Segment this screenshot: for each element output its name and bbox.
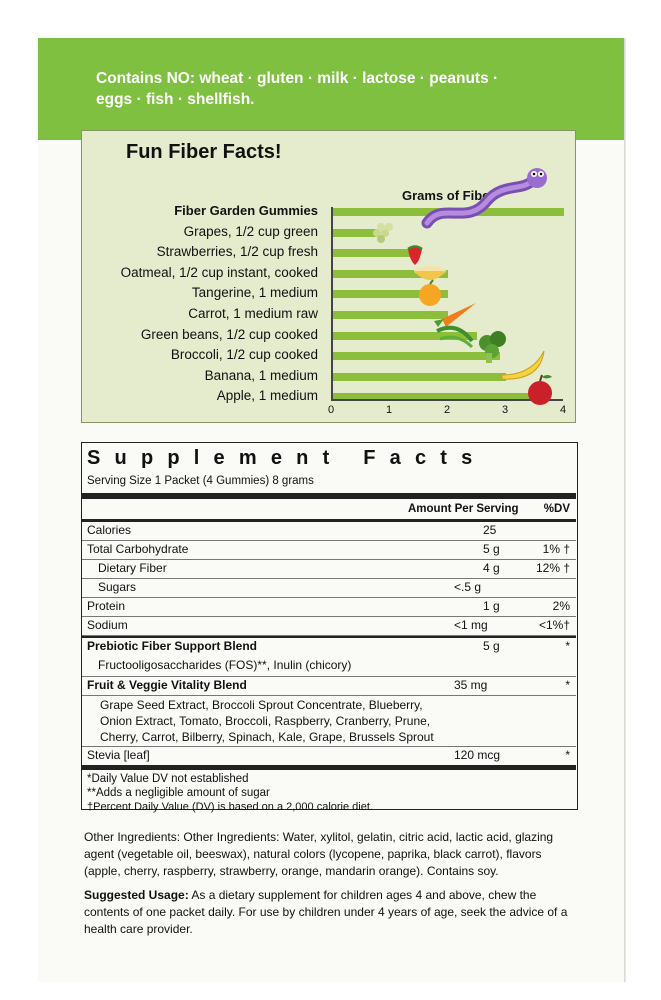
banana-icon <box>502 351 544 379</box>
nutrient-name: Fructooligosaccharides (FOS)**, Inulin (chicory) <box>98 658 352 672</box>
dv-value: * <box>565 748 570 762</box>
footnote: **Adds a negligible amount of sugar <box>87 787 270 799</box>
other-ingredients: Other Ingredients: Other Ingredients: Water, xylitol, gelatin, citric acid, lactic acid, glazing agent (vegetable oil, beeswax), natural colors (lycopene, paprika, black carrot), flavors (apple, cherry, raspberry, strawberry, orange, mandarin orange). Contains soy. <box>84 830 554 878</box>
x-tick-label: 1 <box>385 404 393 416</box>
nutrient-name: Sodium <box>87 618 128 632</box>
food-label: Broccoli, 1/2 cup cooked <box>170 347 318 363</box>
allergen-band <box>38 38 624 140</box>
serving-size: Serving Size 1 Packet (4 Gummies) 8 grams <box>87 475 314 487</box>
row-divider <box>82 597 576 598</box>
section-rule <box>82 636 576 638</box>
fiber-bar <box>332 208 564 216</box>
thick-rule <box>82 493 576 499</box>
fun-facts-title: Fun Fiber Facts! <box>126 141 282 163</box>
fiber-bar <box>332 290 448 298</box>
dv-value: 12% † <box>535 561 570 575</box>
nutrient-name: Onion Extract, Tomato, Broccoli, Raspberry, Cranberry, Prune, <box>100 714 431 728</box>
x-tick-label: 3 <box>501 404 509 416</box>
food-label: Fiber Garden Gummies <box>174 203 318 218</box>
nutrient-name: Grape Seed Extract, Broccoli Sprout Concentrate, Blueberry, <box>100 698 423 712</box>
x-axis <box>331 399 563 401</box>
nutrient-name: Dietary Fiber <box>98 561 167 575</box>
usage-label: Suggested Usage: <box>84 888 189 902</box>
allergen-statement: Contains NO: wheat · gluten · milk · lactose · peanuts · eggs · fish · shellfish. <box>96 70 499 108</box>
amount-value: 5 g <box>483 639 500 653</box>
nutrient-name: Total Carbohydrate <box>87 542 189 556</box>
dv-value: * <box>565 639 570 653</box>
nutrient-name: Fruit & Veggie Vitality Blend <box>87 678 247 692</box>
fiber-bar <box>332 249 419 257</box>
row-divider <box>82 746 576 747</box>
amount-value: <1 mg <box>454 618 488 632</box>
nutrient-name: Sugars <box>98 580 137 594</box>
row-divider <box>82 676 576 677</box>
row-divider <box>82 616 576 617</box>
usage-text: As a dietary supplement for children ages 4 and above, chew the contents of one packet daily. For use by children under 4 years of age, seek the advice of a health care provider. <box>84 888 568 936</box>
fiber-bar <box>332 229 378 237</box>
dv-header: %DV <box>543 503 570 515</box>
food-label: Carrot, 1 medium raw <box>188 306 318 321</box>
fun-fiber-facts-panel <box>81 130 576 423</box>
row-divider <box>82 540 576 541</box>
x-tick-label: 2 <box>443 404 451 416</box>
nutrient-name: Calories <box>87 523 132 537</box>
dv-value: 2% <box>552 599 570 613</box>
header-rule <box>82 519 576 522</box>
row-divider <box>82 695 576 696</box>
food-label: Apple, 1 medium <box>216 388 318 404</box>
amount-header: Amount Per Serving <box>408 503 519 515</box>
suggested-usage <box>84 887 579 938</box>
amount-value: 5 g <box>483 542 500 556</box>
amount-value: 35 mg <box>454 678 488 692</box>
nutrient-name: Protein <box>87 599 126 613</box>
row-divider <box>82 578 576 579</box>
amount-value: <.5 g <box>454 580 482 594</box>
dv-value: 1% † <box>542 542 570 556</box>
fiber-bar <box>332 332 477 340</box>
fiber-bar <box>332 270 448 278</box>
food-label: Grapes, 1/2 cup green <box>183 223 318 239</box>
dv-value: <1%† <box>538 618 570 632</box>
food-label: Tangerine, 1 medium <box>191 285 318 301</box>
bottom-rule <box>82 765 576 770</box>
food-label: Banana, 1 medium <box>204 367 318 383</box>
fiber-bar <box>332 311 448 319</box>
supplement-facts-panel <box>81 442 578 813</box>
amount-value: 1 g <box>483 599 500 613</box>
nutrient-name: Prebiotic Fiber Support Blend <box>87 639 258 653</box>
x-tick-label: 0 <box>327 404 335 416</box>
footnote: †Percent Daily Value (DV) is based on a 2,000 calorie diet. <box>87 801 373 813</box>
chart-title: Grams of Fiber <box>402 188 495 203</box>
amount-value: 4 g <box>483 561 500 575</box>
y-axis <box>331 207 333 400</box>
supplement-facts-title: Supplement Facts <box>87 447 487 469</box>
amount-value: 120 mcg <box>454 748 501 762</box>
x-tick-label: 4 <box>559 404 567 416</box>
dv-value: * <box>565 678 570 692</box>
amount-value: 25 <box>483 523 497 537</box>
row-divider <box>82 559 576 560</box>
food-label: Oatmeal, 1/2 cup instant, cooked <box>120 264 318 280</box>
food-label: Green beans, 1/2 cup cooked <box>140 326 318 342</box>
nutrient-name: Cherry, Carrot, Bilberry, Spinach, Kale, Grape, Brussels Sprout <box>100 730 434 744</box>
footnote: *Daily Value DV not established <box>87 773 249 785</box>
nutrient-name: Stevia [leaf] <box>87 748 150 762</box>
food-label: Strawberries, 1/2 cup fresh <box>156 244 318 260</box>
fiber-bar <box>332 352 500 360</box>
fiber-bar <box>332 373 506 381</box>
